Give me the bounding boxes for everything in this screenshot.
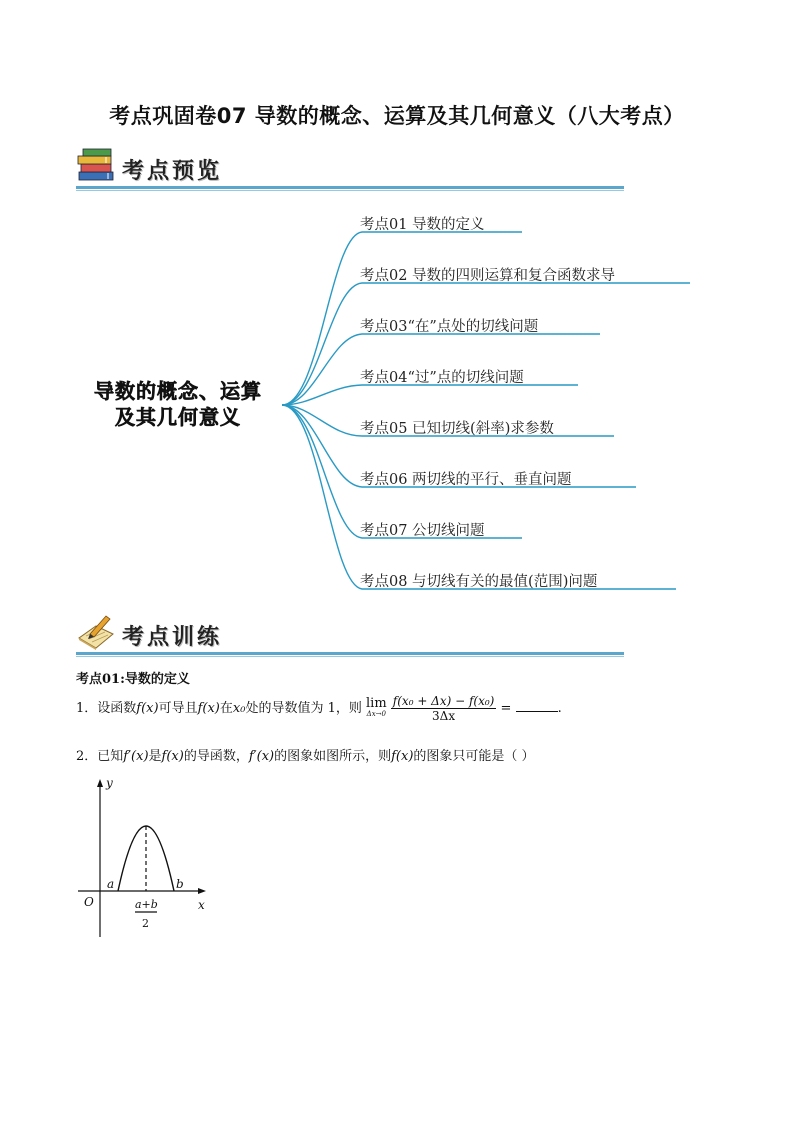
x-label: x xyxy=(198,898,205,912)
section-header-training xyxy=(76,612,626,660)
x-axis-arrow xyxy=(198,888,206,894)
page-title: 考点巩固卷07 导数的概念、运算及其几何意义（八大考点） xyxy=(109,104,685,128)
q2-fpx: f′(x) xyxy=(248,749,275,764)
q1-text: 可导且 xyxy=(158,701,198,716)
q1-fx: f(x) xyxy=(197,701,220,716)
q2-fx: f(x) xyxy=(161,749,184,764)
mindmap-branch-4: 考点04“过”点的切线问题 xyxy=(360,370,524,386)
mindmap-branch-2: 考点02 导数的四则运算和复合函数求导 xyxy=(360,268,616,284)
derivative-graph xyxy=(70,775,220,945)
a-label: a xyxy=(107,877,115,891)
q2-text: 是 xyxy=(148,749,162,764)
y-axis-arrow xyxy=(97,779,103,787)
limit-operator xyxy=(366,695,387,719)
q2-fx: f(x) xyxy=(391,749,414,764)
q1-eq: = xyxy=(500,701,512,716)
mindmap-branch-3: 考点03“在”点处的切线问题 xyxy=(360,319,539,335)
fraction-denominator: 3Δx xyxy=(432,709,456,723)
q2-text: 2．已知 xyxy=(76,749,124,764)
q2-text: 的图象如图所示，则 xyxy=(274,749,392,764)
subheading: 考点01:导数的定义 xyxy=(76,672,190,687)
mindmap-branch-1: 考点01 导数的定义 xyxy=(360,217,485,233)
mindmap-branch-5: 考点05 已知切线(斜率)求参数 xyxy=(360,421,554,437)
mindmap-branch-8: 考点08 与切线有关的最值(范围)问题 xyxy=(360,574,598,590)
q1-x0: x₀ xyxy=(232,701,246,716)
origin-label: O xyxy=(84,895,94,909)
mindmap-center-line: 导数的概念、运算 xyxy=(94,379,262,403)
section-label: 考点训练 xyxy=(122,625,223,650)
divider xyxy=(76,652,624,655)
b-label: b xyxy=(176,877,184,891)
q2-text: 的图象只可能是（ ） xyxy=(413,749,535,764)
q1-end: . xyxy=(557,701,562,716)
fraction-numerator: f(x₀ + Δx) − f(x₀) xyxy=(392,694,495,708)
mindmap-branch-7: 考点07 公切线问题 xyxy=(360,523,485,539)
frac-num-label: a+b xyxy=(135,898,158,911)
section-label: 考点预览 xyxy=(122,159,223,184)
q1-fx: f(x) xyxy=(136,701,159,716)
q2-fpx: f′(x) xyxy=(123,749,149,764)
question-2 xyxy=(76,745,535,764)
q1-text: 处的导数值为 1，则 xyxy=(245,701,362,716)
frac-den-label: 2 xyxy=(142,917,149,930)
question-1 xyxy=(76,694,562,723)
q2-text: 的导函数， xyxy=(183,749,249,764)
notebook-pen-icon xyxy=(76,612,116,650)
q1-text: 在 xyxy=(219,701,233,716)
fraction xyxy=(391,694,497,723)
y-label: y xyxy=(106,776,113,790)
lim-subscript: Δx→0 xyxy=(366,709,386,718)
lim-text: lim xyxy=(366,695,387,711)
mindmap-center xyxy=(72,378,284,430)
mindmap-center-line: 及其几何意义 xyxy=(115,405,241,429)
answer-blank xyxy=(516,701,558,712)
divider xyxy=(76,656,624,657)
mindmap-branch-6: 考点06 两切线的平行、垂直问题 xyxy=(360,472,572,488)
q1-text: 1．设函数 xyxy=(76,701,137,716)
